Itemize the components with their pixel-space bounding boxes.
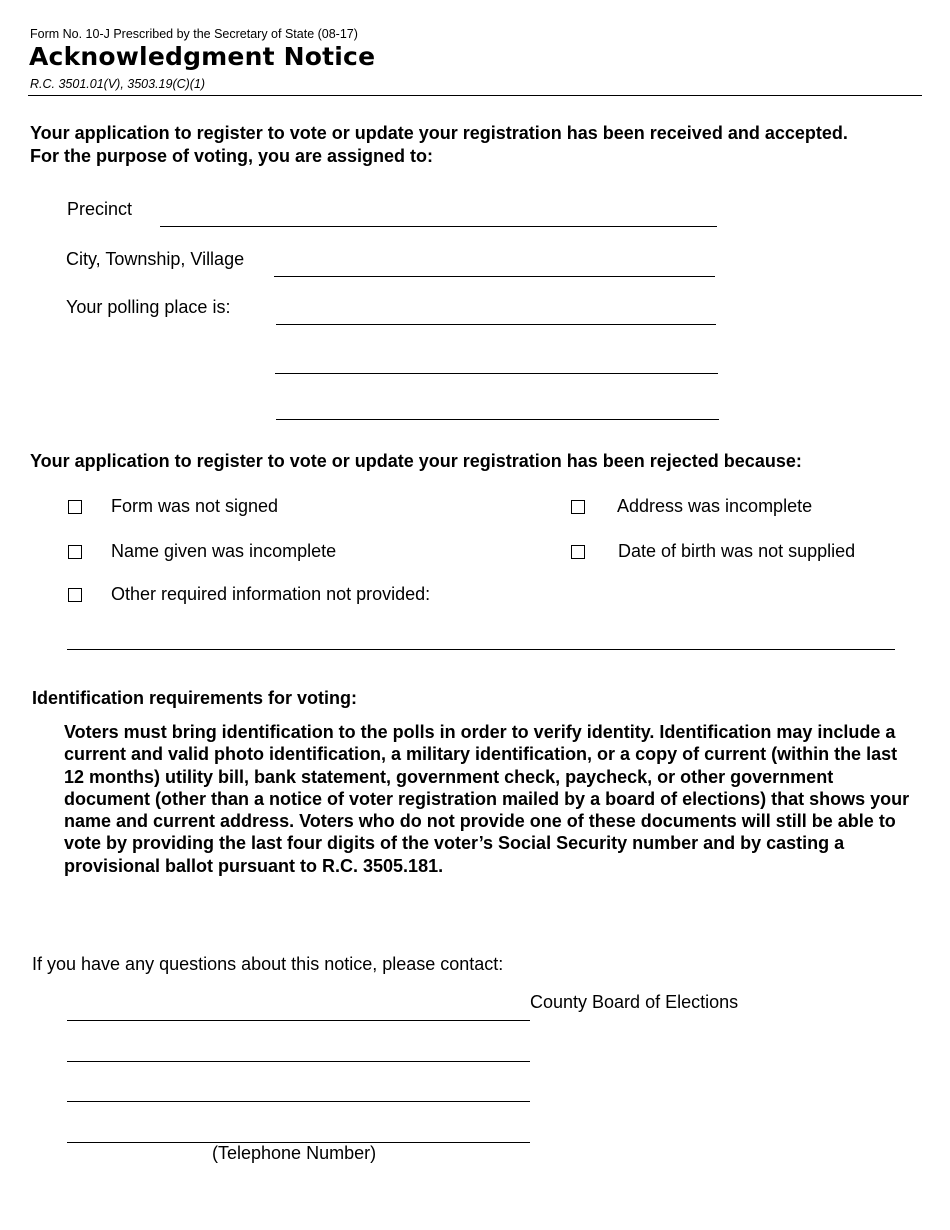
address-incomplete-checkbox[interactable] xyxy=(571,500,585,514)
city-township-village-field[interactable] xyxy=(274,276,715,277)
polling-place-label: Your polling place is: xyxy=(66,297,231,317)
dob-not-supplied-label: Date of birth was not supplied xyxy=(618,541,856,561)
other-info-field[interactable] xyxy=(67,649,895,650)
identification-body: Voters must bring identification to the polls in order to verify identity. Identification may include a current and valid photo identification, a military identification, or a copy of current (within the last 12 months) utility bill, bank statement, government check, paycheck, or other government document (other than a notice of voter registration mailed by a board of elections) that shows your name and current address. Voters who do not provide one of these documents will still be able to vote by providing the last four digits of the voter’s Social Security number and by casting a provisional ballot pursuant to R.C. 3505.181. xyxy=(64,722,910,876)
page-title: Acknowledgment Notice xyxy=(29,42,376,71)
precinct-field[interactable] xyxy=(160,226,717,227)
county-board-label: County Board of Elections xyxy=(530,992,739,1012)
contact-intro: If you have any questions about this notice, please contact: xyxy=(32,954,504,974)
precinct-label: Precinct xyxy=(67,199,133,219)
county-name-field[interactable] xyxy=(67,1020,530,1021)
accepted-statement xyxy=(30,122,930,168)
address-field-line-1[interactable] xyxy=(67,1061,530,1062)
other-info-label: Other required information not provided: xyxy=(111,584,431,604)
accepted-line-2: For the purpose of voting, you are assigned to: xyxy=(30,146,434,166)
name-incomplete-label: Name given was incomplete xyxy=(111,541,337,561)
telephone-label: (Telephone Number) xyxy=(212,1143,377,1163)
city-township-village-label: City, Township, Village xyxy=(66,249,245,269)
header-divider xyxy=(28,95,922,96)
name-incomplete-checkbox[interactable] xyxy=(68,545,82,559)
rejected-heading: Your application to register to vote or update your registration has been rejected because: xyxy=(30,451,802,471)
polling-place-field-line-3[interactable] xyxy=(276,419,719,420)
form-not-signed-label: Form was not signed xyxy=(111,496,279,516)
address-field-line-2[interactable] xyxy=(67,1101,530,1102)
polling-place-field-line-1[interactable] xyxy=(276,324,716,325)
statute-citation: R.C. 3501.01(V), 3503.19(C)(1) xyxy=(30,77,206,91)
accepted-line-1: Your application to register to vote or update your registration has been received and accepted. xyxy=(30,123,848,143)
address-incomplete-label: Address was incomplete xyxy=(617,496,813,516)
form-not-signed-checkbox[interactable] xyxy=(68,500,82,514)
dob-not-supplied-checkbox[interactable] xyxy=(571,545,585,559)
polling-place-field-line-2[interactable] xyxy=(275,373,718,374)
form-number: Form No. 10-J Prescribed by the Secretary of State (08-17) xyxy=(30,27,358,41)
other-info-checkbox[interactable] xyxy=(68,588,82,602)
identification-heading: Identification requirements for voting: xyxy=(32,688,358,708)
